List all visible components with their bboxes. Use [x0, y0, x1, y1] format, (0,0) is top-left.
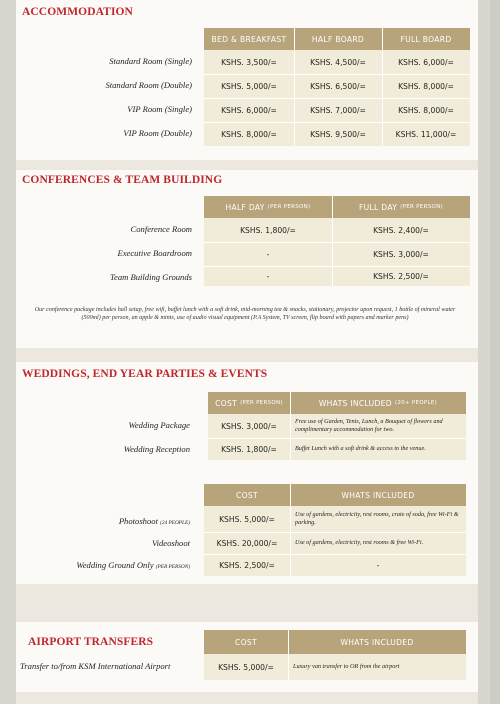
header-whats-included-20 — [290, 392, 466, 414]
section-title-conferences: CONFERENCES & TEAM BUILDING — [22, 174, 223, 186]
price-cell: KSHS. 5,000/= — [204, 74, 294, 98]
row-label-photoshoot — [119, 516, 190, 526]
header-included-sub: (20+ PEOPLE) — [394, 400, 438, 406]
price-cell: KSHS. 4,500/= — [294, 50, 382, 74]
price-cell: KSHS. 7,000/= — [294, 98, 382, 122]
price-cell: KSHS. 8,000/= — [204, 122, 294, 146]
price-cell: KSHS. 1,800/= — [204, 218, 332, 242]
price-cell: KSHS. 9,500/= — [294, 122, 382, 146]
row-label-airport-transfer: Transfer to/from KSM International Airport — [20, 661, 171, 671]
row-label-wedding-package: Wedding Package — [128, 420, 190, 430]
row-label-team-building: Team Building Grounds — [110, 272, 192, 282]
header-half-day-sub: (PER PERSON) — [267, 204, 311, 210]
price-cell: KSHS. 3,000/= — [208, 414, 290, 438]
price-cell: KSHS. 2,500/= — [332, 266, 470, 286]
row-label-executive-boardroom: Executive Boardroom — [117, 248, 192, 258]
price-cell: - — [204, 242, 332, 266]
row-label-vip-double: VIP Room (Double) — [123, 128, 192, 138]
wedding-ground-sub: (PER PERSON) — [155, 564, 190, 570]
section-title-weddings: WEDDINGS, END YEAR PARTIES & EVENTS — [22, 368, 268, 380]
price-cell: KSHS. 11,000/= — [382, 122, 470, 146]
price-cell: KSHS. 1,800/= — [208, 438, 290, 460]
price-cell: KSHS. 6,000/= — [382, 50, 470, 74]
price-cell: KSHS. 6,500/= — [294, 74, 382, 98]
price-cell: KSHS. 5,000/= — [204, 506, 290, 532]
vertical-scrollbar[interactable] — [490, 0, 500, 704]
row-label-videoshoot: Videoshoot — [151, 538, 190, 548]
photoshoot-sub: (24 PEOPLE) — [160, 520, 190, 526]
row-label-wedding-reception: Wedding Reception — [123, 444, 190, 454]
weddings-section — [16, 362, 478, 584]
header-half-board: HALF BOARD — [294, 28, 382, 50]
header-whats-included: WHATS INCLUDED — [290, 484, 466, 506]
photoshoot-label: Photoshoot — [118, 516, 158, 526]
row-label-wedding-ground — [76, 560, 190, 570]
price-cell: KSHS. 5,000/= — [204, 654, 288, 680]
header-full-board: FULL BOARD — [382, 28, 470, 50]
airport-section — [16, 622, 478, 692]
section-title-airport: AIRPORT TRANSFERS — [28, 636, 154, 648]
row-label-vip-single: VIP Room (Single) — [127, 104, 192, 114]
included-cell: Use of gardens, electricity, rest rooms, crate of soda, free Wi-Fi & parking. — [290, 506, 466, 532]
price-cell: KSHS. 6,000/= — [204, 98, 294, 122]
row-label-standard-single: Standard Room (Single) — [109, 56, 192, 66]
price-cell: KSHS. 3,500/= — [204, 50, 294, 74]
included-cell: Luxury van transfer to OR from the airport — [288, 654, 466, 680]
price-cell: KSHS. 2,500/= — [204, 554, 290, 576]
header-cost-per-person — [208, 392, 290, 414]
conference-package-note: Our conference package includes hall setup, free wifi, buffet lunch with a soft drink, mid-morning tea & snacks, stationary, projector upon request, 1 bottle of mineral water (500ml) per person, an apple & mints, use of audio visual equipment (P.A System, TV screen, flip board with papers and marker pens) — [34, 307, 456, 322]
header-bed-breakfast: BED & BREAKFAST — [204, 28, 294, 50]
row-label-conference-room: Conference Room — [130, 224, 192, 234]
header-cost-label: COST — [215, 398, 238, 408]
header-full-day — [332, 196, 470, 218]
row-label-standard-double: Standard Room (Double) — [105, 80, 192, 90]
wedding-ground-label: Wedding Ground Only — [76, 560, 154, 570]
included-cell: - — [290, 554, 466, 576]
price-list-page — [16, 0, 478, 704]
included-cell: Use of gardens, electricity, rest rooms & free Wi-Fi. — [290, 532, 466, 554]
header-full-day-label: FULL DAY — [359, 202, 398, 212]
conferences-section — [16, 170, 478, 348]
header-cost: COST — [204, 484, 290, 506]
header-airport-included: WHATS INCLUDED — [288, 630, 466, 654]
header-included-label: WHATS INCLUDED — [318, 398, 392, 408]
header-airport-cost: COST — [204, 630, 288, 654]
accommodation-section — [16, 0, 478, 160]
price-cell: KSHS. 3,000/= — [332, 242, 470, 266]
section-title-accommodation: ACCOMMODATION — [22, 6, 133, 18]
price-cell: KSHS. 20,000/= — [204, 532, 290, 554]
header-cost-sub: (PER PERSON) — [240, 400, 283, 406]
header-full-day-sub: (PER PERSON) — [400, 204, 443, 210]
header-half-day — [204, 196, 332, 218]
included-cell: Buffet Lunch with a soft drink & access to the venue. — [290, 438, 466, 460]
price-cell: KSHS. 2,400/= — [332, 218, 470, 242]
header-half-day-label: HALF DAY — [225, 202, 265, 212]
price-cell: KSHS. 8,000/= — [382, 74, 470, 98]
included-cell: Free use of Garden, Tents, Lunch, a Bouquet of flowers and complimentary accommodation for two. — [290, 414, 466, 438]
price-cell: - — [204, 266, 332, 286]
price-cell: KSHS. 8,000/= — [382, 98, 470, 122]
